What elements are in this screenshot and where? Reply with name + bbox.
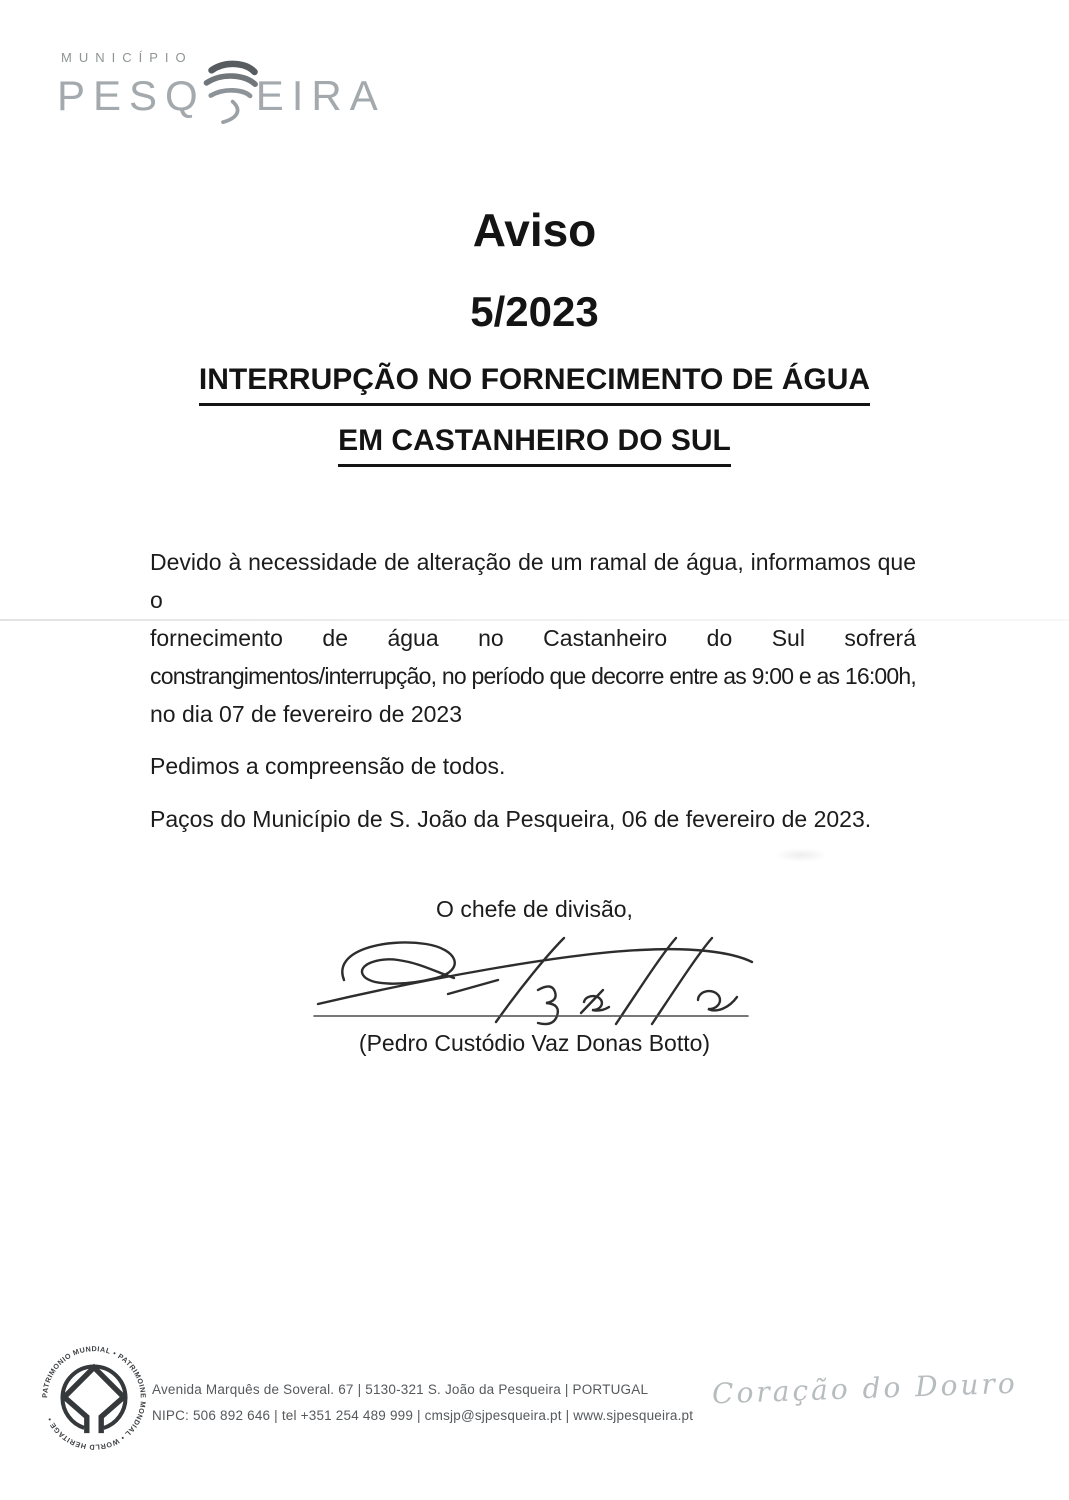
vine-swirl-icon — [198, 54, 261, 127]
logo-eyebrow-text: MUNICÍPIO — [61, 50, 193, 65]
notice-number: 5/2023 — [470, 288, 599, 335]
body-line: no dia 07 de fevereiro de 2023 — [150, 701, 463, 727]
notice-subject-line1: INTERRUPÇÃO NO FORNECIMENTO DE ÁGUA — [0, 363, 1069, 406]
scan-artifact-line — [0, 619, 1069, 621]
svg-text:PATRIMONIO MUNDIAL • PATRIMOIN — [40, 1344, 148, 1452]
footer-contact-block — [152, 1377, 693, 1429]
body-line: constrangimentos/interrupção, no período que decorre entre as 9:00 e as 16:00h, — [150, 663, 916, 689]
body-line: Devido à necessidade de alteração de um ramal de água, informamos que o — [150, 549, 916, 613]
notice-subject-line2: EM CASTANHEIRO DO SUL — [0, 424, 1069, 467]
coracao-do-douro-script: Coração do Douro — [711, 1366, 1019, 1411]
logo-wordmark-left: PESQ — [57, 72, 206, 119]
logo-wordmark-right: EIRA — [255, 72, 386, 119]
footer-address: Avenida Marquês de Soveral. 67 | 5130-321 S. João da Pesqueira | PORTUGAL — [152, 1382, 649, 1397]
scan-artifact-smudge — [775, 848, 827, 862]
body-closing: Pedimos a compreensão de todos. — [150, 753, 506, 779]
notice-body — [150, 543, 916, 785]
signature-caption: O chefe de divisão, — [436, 896, 633, 922]
signatory-name: (Pedro Custódio Vaz Donas Botto) — [358, 1030, 711, 1056]
handwritten-signature — [300, 928, 770, 1028]
footer-contacts: NIPC: 506 892 646 | tel +351 254 489 999 | cmsjp@sjpesqueira.pt | www.sjpesqueira.pt — [152, 1408, 694, 1423]
place-and-date: Paços do Município de S. João da Pesqueira, 06 de fevereiro de 2023. — [150, 806, 872, 832]
emblem-ring-text: PATRIMONIO MUNDIAL • PATRIMOINE MONDIAL • WORLD HERITAGE • — [40, 1344, 148, 1452]
unesco-world-heritage-emblem — [40, 1344, 148, 1452]
notice-title: Aviso — [472, 204, 597, 256]
municipality-logo — [57, 50, 386, 125]
logo-wordmark — [57, 67, 386, 125]
body-line: fornecimento de água no Castanheiro do Sul sofrerá — [150, 625, 916, 651]
